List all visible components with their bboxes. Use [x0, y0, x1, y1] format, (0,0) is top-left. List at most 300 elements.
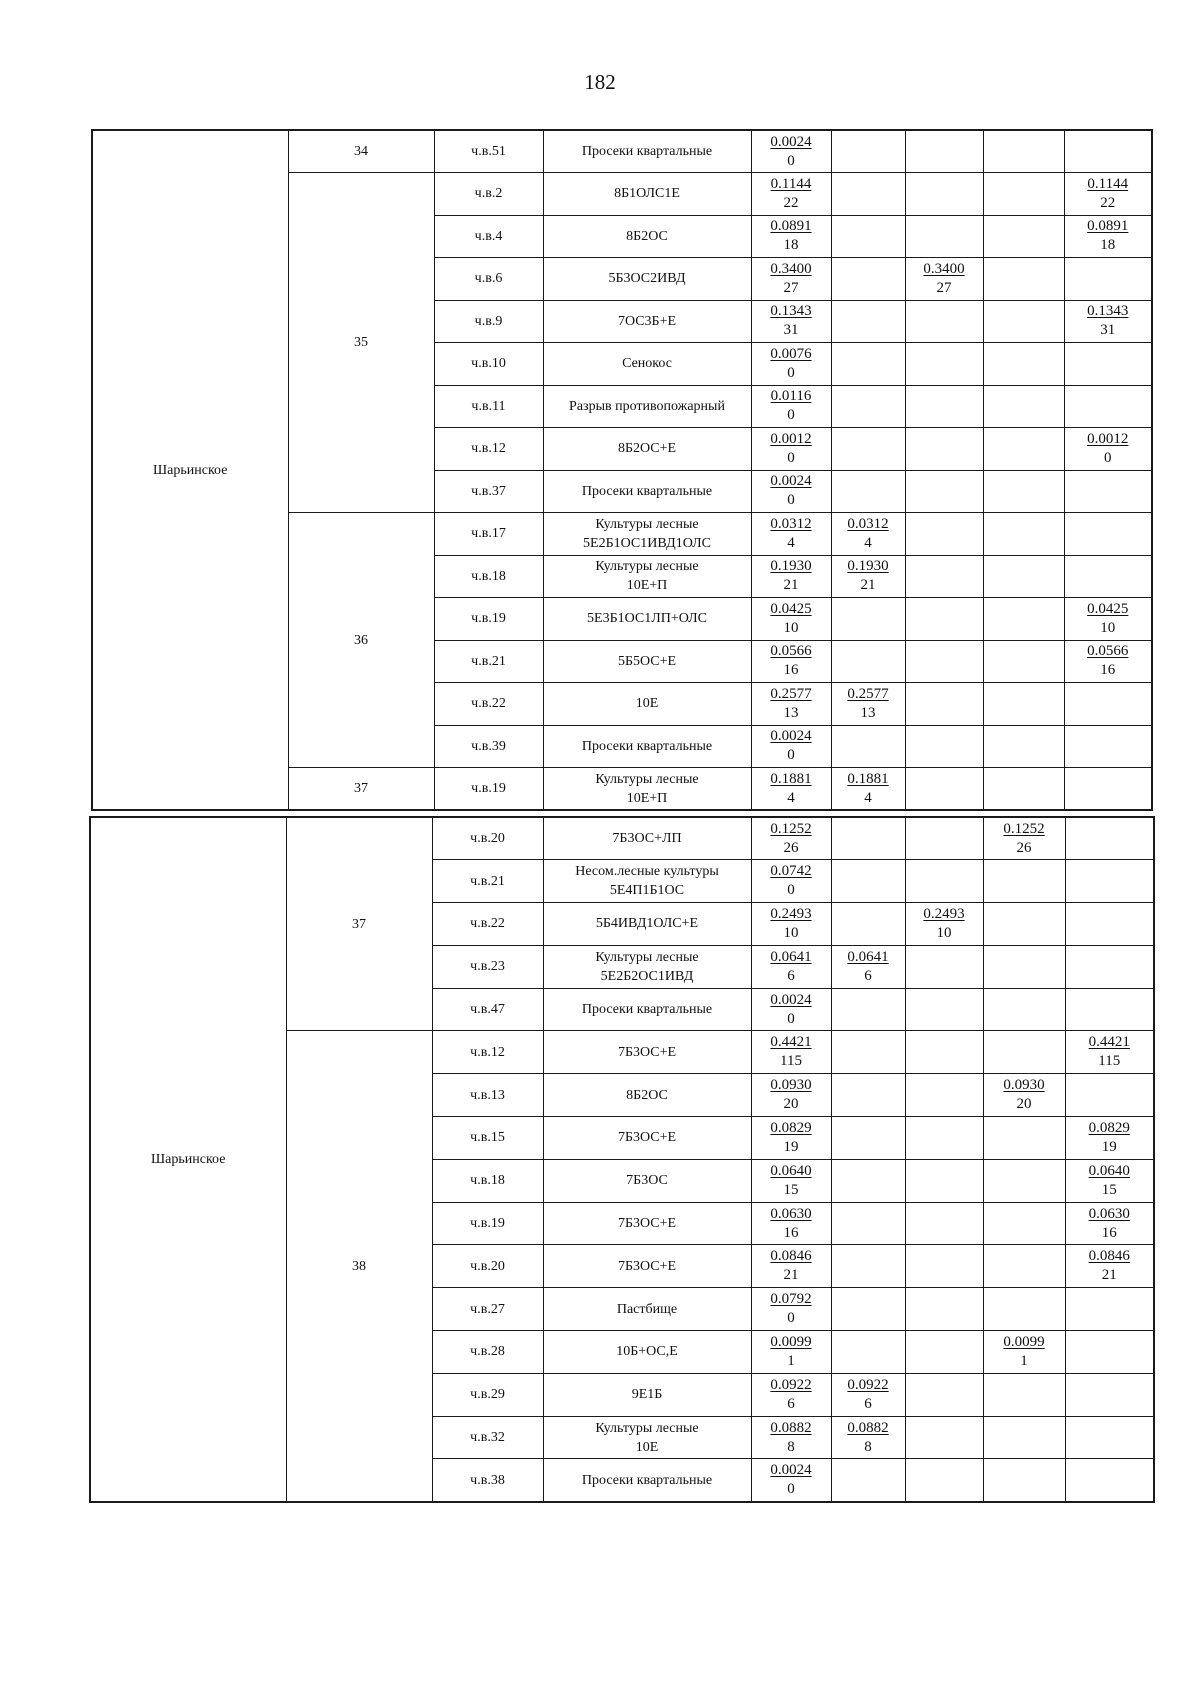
area-volume-cell	[905, 258, 983, 301]
area-over-volume-fraction	[770, 770, 811, 808]
area-volume-cell	[905, 300, 983, 343]
area-volume-cell	[751, 173, 831, 216]
volume-value: 27	[936, 279, 952, 296]
area-volume-cell	[983, 385, 1064, 428]
area-over-volume-fraction	[770, 905, 811, 943]
area-over-volume-fraction	[770, 685, 811, 723]
area-over-volume-fraction	[923, 905, 964, 943]
area-over-volume-fraction	[770, 1247, 811, 1285]
description-line: 7Б3ОС+Е	[617, 1044, 677, 1060]
area-volume-cell	[1064, 385, 1152, 428]
area-volume-cell	[983, 683, 1064, 726]
stand-description-cell	[543, 988, 751, 1031]
area-value: 0.3400	[770, 260, 812, 277]
area-volume-cell	[1064, 428, 1152, 471]
area-volume-cell	[983, 215, 1064, 258]
description-line: 10Б+ОС,Е	[616, 1344, 678, 1360]
description-line: 8Б1ОЛС1Е	[614, 186, 680, 202]
area-value: 0.0882	[847, 1419, 889, 1436]
area-value: 0.2493	[770, 905, 812, 922]
stand-description-cell	[543, 343, 751, 386]
table-row	[90, 817, 1154, 860]
volume-value: 0	[1104, 449, 1112, 466]
volume-value: 0	[787, 492, 795, 509]
description-line: Культуры лесные	[595, 949, 699, 965]
area-volume-cell	[1064, 725, 1152, 768]
area-volume-cell	[983, 768, 1064, 811]
area-volume-cell	[831, 988, 905, 1031]
area-value: 0.0742	[770, 863, 812, 880]
area-value: 0.1252	[770, 820, 812, 837]
table-row	[92, 130, 1152, 173]
area-volume-cell	[905, 1031, 983, 1074]
description-line: Сенокос	[622, 356, 672, 372]
description-line: 7Б3ОС	[626, 1173, 668, 1189]
area-volume-cell	[751, 1373, 831, 1416]
area-volume-cell	[1064, 513, 1152, 556]
stand-part-cell: ч.в.27	[432, 1288, 543, 1331]
volume-value: 6	[864, 967, 872, 984]
area-over-volume-fraction	[770, 133, 811, 171]
volume-value: 21	[860, 577, 876, 594]
volume-value: 0	[787, 407, 795, 424]
stand-description-cell	[543, 598, 751, 641]
stand-part-cell: ч.в.4	[434, 215, 543, 258]
stand-part-cell: ч.в.29	[432, 1373, 543, 1416]
area-value: 0.0641	[770, 948, 812, 965]
volume-value: 20	[1016, 1096, 1032, 1113]
volume-value: 115	[1098, 1053, 1121, 1070]
area-volume-cell	[831, 343, 905, 386]
area-value: 0.0024	[770, 133, 812, 150]
description-line: 10Е+П	[626, 578, 668, 594]
description-line: 7Б3ОС+Е	[617, 1216, 677, 1232]
area-volume-cell	[1065, 860, 1154, 903]
area-value: 0.0425	[1087, 600, 1129, 617]
volume-value: 16	[783, 1224, 799, 1241]
volume-value: 0	[787, 747, 795, 764]
area-volume-cell	[751, 513, 831, 556]
stand-description-cell	[543, 258, 751, 301]
area-over-volume-fraction	[770, 1376, 811, 1414]
stand-description-cell	[543, 1031, 751, 1074]
area-volume-cell	[831, 768, 905, 811]
area-volume-cell	[1064, 215, 1152, 258]
stand-part-cell: ч.в.37	[434, 470, 543, 513]
stand-description-cell	[543, 470, 751, 513]
forest-table-2	[89, 816, 1155, 1503]
area-volume-cell	[905, 1416, 983, 1459]
area-over-volume-fraction	[770, 302, 811, 340]
stand-description-cell	[543, 1459, 751, 1502]
area-volume-cell	[983, 903, 1065, 946]
area-volume-cell	[983, 1288, 1065, 1331]
volume-value: 0	[787, 1310, 795, 1327]
area-volume-cell	[983, 1245, 1065, 1288]
stand-description-cell	[543, 385, 751, 428]
area-volume-cell	[751, 343, 831, 386]
volume-value: 4	[787, 534, 795, 551]
area-over-volume-fraction	[1087, 302, 1128, 340]
description-line: 7Б3ОС+Е	[617, 1130, 677, 1146]
volume-value: 18	[1100, 237, 1116, 254]
area-value: 0.0024	[770, 991, 812, 1008]
quarter-number-cell: 38	[286, 1031, 432, 1502]
area-volume-cell	[905, 1074, 983, 1117]
stand-part-cell: ч.в.32	[432, 1416, 543, 1459]
description-line: Пастбище	[616, 1301, 678, 1317]
area-volume-cell	[905, 1373, 983, 1416]
area-value: 0.0566	[1087, 643, 1129, 660]
area-over-volume-fraction	[770, 862, 811, 900]
area-value: 0.0930	[770, 1077, 812, 1094]
volume-value: 15	[783, 1181, 799, 1198]
quarter-number-cell: 34	[288, 130, 434, 173]
stand-part-cell: ч.в.10	[434, 343, 543, 386]
description-line: 5Е3Б1ОС1ЛП+ОЛС	[587, 611, 707, 627]
volume-value: 0	[787, 449, 795, 466]
stand-description-cell	[543, 725, 751, 768]
volume-value: 18	[783, 237, 799, 254]
area-volume-cell	[905, 343, 983, 386]
area-volume-cell	[751, 945, 831, 988]
area-value: 0.1144	[1087, 175, 1129, 192]
area-volume-cell	[905, 1159, 983, 1202]
area-value: 0.2493	[923, 905, 965, 922]
area-volume-cell	[1065, 903, 1154, 946]
area-volume-cell	[831, 1416, 905, 1459]
area-value: 0.1252	[1003, 820, 1045, 837]
area-value: 0.0012	[770, 430, 812, 447]
volume-value: 13	[860, 704, 876, 721]
description-line: 5Е4П1Б1ОС	[609, 883, 685, 899]
area-over-volume-fraction	[770, 642, 811, 680]
area-volume-cell	[831, 1031, 905, 1074]
area-volume-cell	[751, 1117, 831, 1160]
area-volume-cell	[905, 215, 983, 258]
stand-description-cell	[543, 860, 751, 903]
area-volume-cell	[1065, 1117, 1154, 1160]
volume-value: 19	[1101, 1138, 1117, 1155]
stand-description-cell	[543, 1074, 751, 1117]
area-over-volume-fraction	[1087, 642, 1128, 680]
description-line: Культуры лесные	[595, 771, 699, 787]
area-volume-cell	[1064, 640, 1152, 683]
area-volume-cell	[831, 215, 905, 258]
stand-part-cell: ч.в.13	[432, 1074, 543, 1117]
description-line: Просеки квартальные	[581, 144, 713, 159]
volume-value: 1	[1020, 1352, 1028, 1369]
area-volume-cell	[831, 1459, 905, 1502]
area-volume-cell	[1065, 817, 1154, 860]
area-volume-cell	[983, 817, 1065, 860]
stand-part-cell: ч.в.15	[432, 1117, 543, 1160]
area-volume-cell	[751, 817, 831, 860]
stand-description-cell	[543, 817, 751, 860]
area-over-volume-fraction	[770, 345, 811, 383]
stand-description-cell	[543, 130, 751, 173]
area-volume-cell	[983, 258, 1064, 301]
area-volume-cell	[751, 470, 831, 513]
area-volume-cell	[1064, 683, 1152, 726]
area-value: 0.0630	[770, 1205, 812, 1222]
area-over-volume-fraction	[770, 948, 811, 986]
area-over-volume-fraction	[1003, 820, 1044, 858]
area-value: 0.1343	[1087, 303, 1129, 320]
stand-part-cell: ч.в.19	[434, 598, 543, 641]
volume-value: 0	[787, 1010, 795, 1027]
area-value: 0.1144	[770, 175, 812, 192]
area-over-volume-fraction	[770, 557, 811, 595]
description-line: 7Б3ОС+ЛП	[612, 831, 682, 847]
area-volume-cell	[905, 1117, 983, 1160]
description-line: 5Е2Б1ОС1ИВД1ОЛС	[583, 535, 711, 551]
stand-part-cell: ч.в.12	[432, 1031, 543, 1074]
description-line: 8Б2ОС	[626, 1087, 668, 1103]
area-over-volume-fraction	[1089, 1205, 1130, 1243]
area-volume-cell	[751, 1459, 831, 1502]
area-volume-cell	[751, 640, 831, 683]
area-value: 0.0829	[1088, 1119, 1130, 1136]
area-value: 0.0891	[1087, 218, 1129, 235]
area-volume-cell	[831, 1288, 905, 1331]
area-over-volume-fraction	[770, 1333, 811, 1371]
area-volume-cell	[751, 598, 831, 641]
description-line: 9Е1Б	[631, 1387, 663, 1403]
quarter-number-cell: 35	[288, 173, 434, 513]
area-volume-cell	[1064, 768, 1152, 811]
description-line: 5Б5ОС+Е	[617, 653, 677, 669]
area-volume-cell	[751, 860, 831, 903]
volume-value: 15	[1101, 1181, 1117, 1198]
area-volume-cell	[983, 1459, 1065, 1502]
stand-part-cell: ч.в.22	[434, 683, 543, 726]
area-volume-cell	[751, 215, 831, 258]
quarter-number-cell: 37	[288, 768, 434, 811]
stand-description-cell	[543, 1159, 751, 1202]
volume-value: 31	[1100, 322, 1116, 339]
volume-value: 21	[783, 577, 799, 594]
area-volume-cell	[983, 130, 1064, 173]
description-line: Культуры лесные	[595, 1420, 699, 1436]
area-over-volume-fraction	[1087, 175, 1128, 213]
area-value: 0.0846	[770, 1248, 812, 1265]
area-value: 0.0024	[770, 473, 812, 490]
area-over-volume-fraction	[770, 217, 811, 255]
area-volume-cell	[1065, 1288, 1154, 1331]
description-line: Культуры лесные	[595, 516, 699, 532]
stand-part-cell: ч.в.9	[434, 300, 543, 343]
area-volume-cell	[905, 683, 983, 726]
area-volume-cell	[831, 945, 905, 988]
area-value: 0.0425	[770, 600, 812, 617]
area-volume-cell	[983, 343, 1064, 386]
stand-description-cell	[543, 1117, 751, 1160]
area-volume-cell	[983, 1074, 1065, 1117]
area-volume-cell	[831, 385, 905, 428]
area-value: 0.0630	[1088, 1205, 1130, 1222]
area-volume-cell	[1065, 1245, 1154, 1288]
area-volume-cell	[1065, 1031, 1154, 1074]
area-volume-cell	[831, 258, 905, 301]
stand-part-cell: ч.в.18	[434, 555, 543, 598]
area-volume-cell	[751, 903, 831, 946]
stand-part-cell: ч.в.47	[432, 988, 543, 1031]
area-volume-cell	[905, 768, 983, 811]
area-volume-cell	[831, 470, 905, 513]
area-volume-cell	[1065, 1331, 1154, 1374]
area-value: 0.3400	[923, 260, 965, 277]
volume-value: 8	[864, 1438, 872, 1455]
area-over-volume-fraction	[847, 1376, 888, 1414]
area-volume-cell	[751, 1074, 831, 1117]
area-over-volume-fraction	[847, 557, 888, 595]
volume-value: 10	[783, 619, 799, 636]
area-volume-cell	[905, 1331, 983, 1374]
area-value: 0.1930	[847, 558, 889, 575]
stand-description-cell	[543, 1331, 751, 1374]
area-volume-cell	[751, 1245, 831, 1288]
area-over-volume-fraction	[1087, 600, 1128, 638]
area-volume-cell	[831, 130, 905, 173]
volume-value: 10	[783, 924, 799, 941]
area-volume-cell	[1064, 555, 1152, 598]
volume-value: 22	[1100, 194, 1116, 211]
area-volume-cell	[983, 1416, 1065, 1459]
stand-description-cell	[543, 1288, 751, 1331]
volume-value: 13	[783, 704, 799, 721]
area-over-volume-fraction	[923, 260, 964, 298]
area-volume-cell	[1064, 343, 1152, 386]
stand-part-cell: ч.в.18	[432, 1159, 543, 1202]
description-line: Просеки квартальные	[581, 1472, 713, 1488]
area-volume-cell	[983, 555, 1064, 598]
area-volume-cell	[751, 683, 831, 726]
area-volume-cell	[905, 903, 983, 946]
volume-value: 10	[1100, 619, 1116, 636]
stand-part-cell: ч.в.51	[434, 130, 543, 173]
area-volume-cell	[905, 130, 983, 173]
volume-value: 4	[864, 789, 872, 806]
area-volume-cell	[751, 428, 831, 471]
area-over-volume-fraction	[1003, 1333, 1044, 1371]
area-volume-cell	[831, 173, 905, 216]
area-volume-cell	[751, 130, 831, 173]
description-line: 5Б3ОС2ИВД	[608, 271, 686, 287]
volume-value: 20	[783, 1096, 799, 1113]
area-value: 0.0922	[770, 1376, 812, 1393]
area-volume-cell	[831, 683, 905, 726]
area-volume-cell	[905, 640, 983, 683]
area-volume-cell	[831, 640, 905, 683]
quarter-number-cell: 36	[288, 513, 434, 768]
area-volume-cell	[751, 385, 831, 428]
area-over-volume-fraction	[770, 260, 811, 298]
volume-value: 6	[787, 1395, 795, 1412]
volume-value: 8	[787, 1438, 795, 1455]
volume-value: 16	[1100, 662, 1116, 679]
stand-description-cell	[543, 1373, 751, 1416]
area-value: 0.0099	[770, 1333, 812, 1350]
area-volume-cell	[983, 725, 1064, 768]
area-volume-cell	[983, 1373, 1065, 1416]
area-volume-cell	[1064, 300, 1152, 343]
area-volume-cell	[905, 173, 983, 216]
area-volume-cell	[905, 555, 983, 598]
stand-part-cell: ч.в.19	[434, 768, 543, 811]
volume-value: 0	[787, 882, 795, 899]
area-volume-cell	[831, 1074, 905, 1117]
area-value: 0.0024	[770, 1462, 812, 1479]
stand-description-cell	[543, 215, 751, 258]
stand-description-cell	[543, 428, 751, 471]
area-value: 0.2577	[770, 685, 812, 702]
area-volume-cell	[1065, 988, 1154, 1031]
area-over-volume-fraction	[847, 1419, 888, 1457]
volume-value: 26	[783, 839, 799, 856]
area-over-volume-fraction	[770, 1419, 811, 1457]
area-volume-cell	[831, 1202, 905, 1245]
area-volume-cell	[905, 385, 983, 428]
area-volume-cell	[751, 1202, 831, 1245]
area-volume-cell	[905, 598, 983, 641]
area-volume-cell	[905, 1288, 983, 1331]
area-volume-cell	[751, 1331, 831, 1374]
area-volume-cell	[983, 173, 1064, 216]
area-volume-cell	[983, 860, 1065, 903]
area-value: 0.4421	[1088, 1034, 1130, 1051]
description-line: 5Е2Б2ОС1ИВД	[600, 968, 694, 984]
area-over-volume-fraction	[771, 387, 812, 425]
stand-part-cell: ч.в.20	[432, 817, 543, 860]
area-volume-cell	[831, 513, 905, 556]
volume-value: 27	[783, 279, 799, 296]
stand-part-cell: ч.в.11	[434, 385, 543, 428]
area-volume-cell	[905, 1459, 983, 1502]
area-over-volume-fraction	[770, 1461, 811, 1499]
area-volume-cell	[751, 725, 831, 768]
area-volume-cell	[1064, 130, 1152, 173]
area-over-volume-fraction	[847, 515, 888, 553]
area-over-volume-fraction	[770, 430, 811, 468]
area-volume-cell	[831, 555, 905, 598]
area-value: 0.0930	[1003, 1077, 1045, 1094]
area-volume-cell	[831, 725, 905, 768]
area-value: 0.0641	[847, 948, 889, 965]
description-line: 10Е	[635, 1439, 659, 1455]
area-over-volume-fraction	[1003, 1076, 1044, 1114]
area-over-volume-fraction	[770, 1033, 811, 1071]
volume-value: 6	[864, 1395, 872, 1412]
stand-part-cell: ч.в.19	[432, 1202, 543, 1245]
description-line: 10Е	[635, 696, 659, 712]
area-volume-cell	[983, 1159, 1065, 1202]
stand-part-cell: ч.в.6	[434, 258, 543, 301]
stand-part-cell: ч.в.17	[434, 513, 543, 556]
area-volume-cell	[905, 1202, 983, 1245]
volume-value: 16	[1101, 1224, 1117, 1241]
area-volume-cell	[751, 258, 831, 301]
area-volume-cell	[831, 1117, 905, 1160]
area-volume-cell	[905, 428, 983, 471]
area-volume-cell	[831, 1159, 905, 1202]
description-line: Несом.лесные культуры	[575, 864, 719, 880]
area-volume-cell	[751, 1288, 831, 1331]
area-volume-cell	[983, 1202, 1065, 1245]
area-over-volume-fraction	[1089, 1162, 1130, 1200]
area-volume-cell	[751, 300, 831, 343]
area-volume-cell	[831, 1373, 905, 1416]
